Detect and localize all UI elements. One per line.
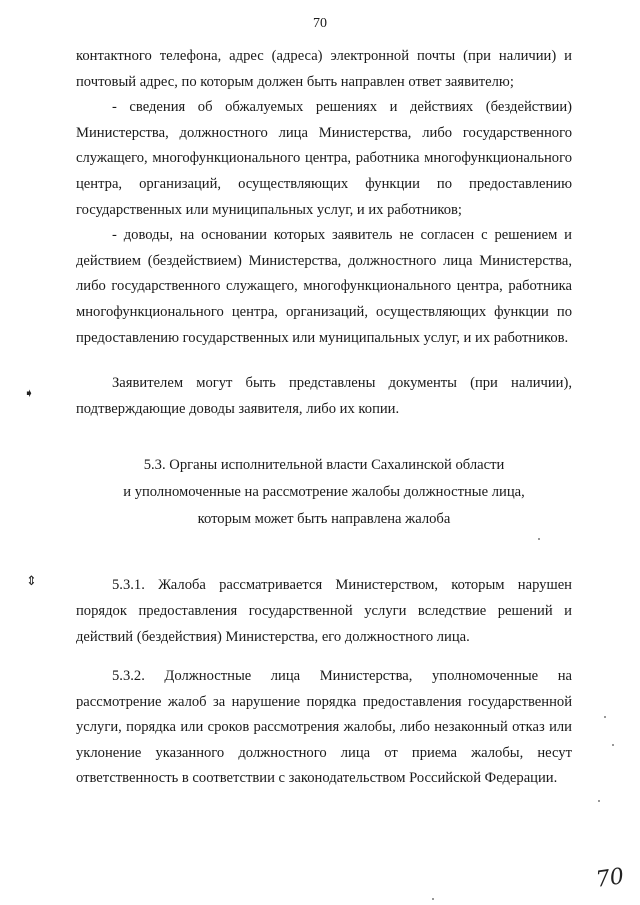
paragraph-appealed-decisions: - сведения об обжалуемых решениях и действиях (бездействии) Министерства, должностного лица Министерства, либо государственного служащего, многофункционального центра, работника многофункционального центра, организаций, осуществляющих функции по предоставлению государственных или муниципальных услуг, и их работников; bbox=[76, 99, 572, 218]
scan-speck bbox=[598, 800, 600, 802]
paragraph-documents: Заявителем могут быть представлены документы (при наличии), подтверждающие доводы заявителя, либо их копии. bbox=[76, 375, 572, 417]
handwritten-page-number: 70 bbox=[594, 864, 626, 893]
heading-line-2: и уполномоченные на рассмотрение жалобы должностные лица, bbox=[123, 484, 525, 501]
paragraph-arguments: - доводы, на основании которых заявитель не согласен с решением и действием (бездействием) Министерства, должностного лица Министерства, либо государственного служащего, многофункционального центра, работника многофункционального центра, организаций, осуществляющих функции по предоставлению государственных или муниципальных услуг, и их работников. bbox=[76, 227, 572, 346]
paragraph-5-3-1: 5.3.1. Жалоба рассматривается Министерством, которым нарушен порядок предоставления государственной услуги вследствие решений и действий (бездействия) Министерства, его должностного лица. bbox=[76, 577, 572, 645]
heading-line-3: которым может быть направлена жалоба bbox=[197, 511, 451, 528]
document-body bbox=[76, 44, 572, 792]
paragraph-5-3-2: 5.3.2. Должностные лица Министерства, уполномоченные на рассмотрение жалоб за нарушение порядка предоставления государственной услуги, порядка или сроков рассмотрения жалобы, либо незаконный отказ или уклонение указанного должностного лица от приема жалобы, несут ответственность в соответствии с законодательством Российской Федерации. bbox=[76, 668, 572, 787]
heading-line-1: 5.3. Органы исполнительной власти Сахалинской области bbox=[143, 457, 505, 474]
margin-arrow-icon: ➧ bbox=[24, 386, 35, 400]
paragraph-contact-info: контактного телефона, адрес (адреса) электронной почты (при наличии) и почтовый адрес, по которым должен быть направлен ответ заявителю; bbox=[76, 48, 572, 90]
scan-speck bbox=[538, 538, 540, 540]
margin-updown-arrow-icon: ⇕ bbox=[26, 574, 37, 589]
page-number: 70 bbox=[313, 16, 327, 31]
section-heading-5-3 bbox=[76, 452, 572, 533]
scan-speck bbox=[612, 744, 614, 746]
scan-speck bbox=[432, 898, 434, 900]
scan-speck bbox=[604, 716, 606, 718]
